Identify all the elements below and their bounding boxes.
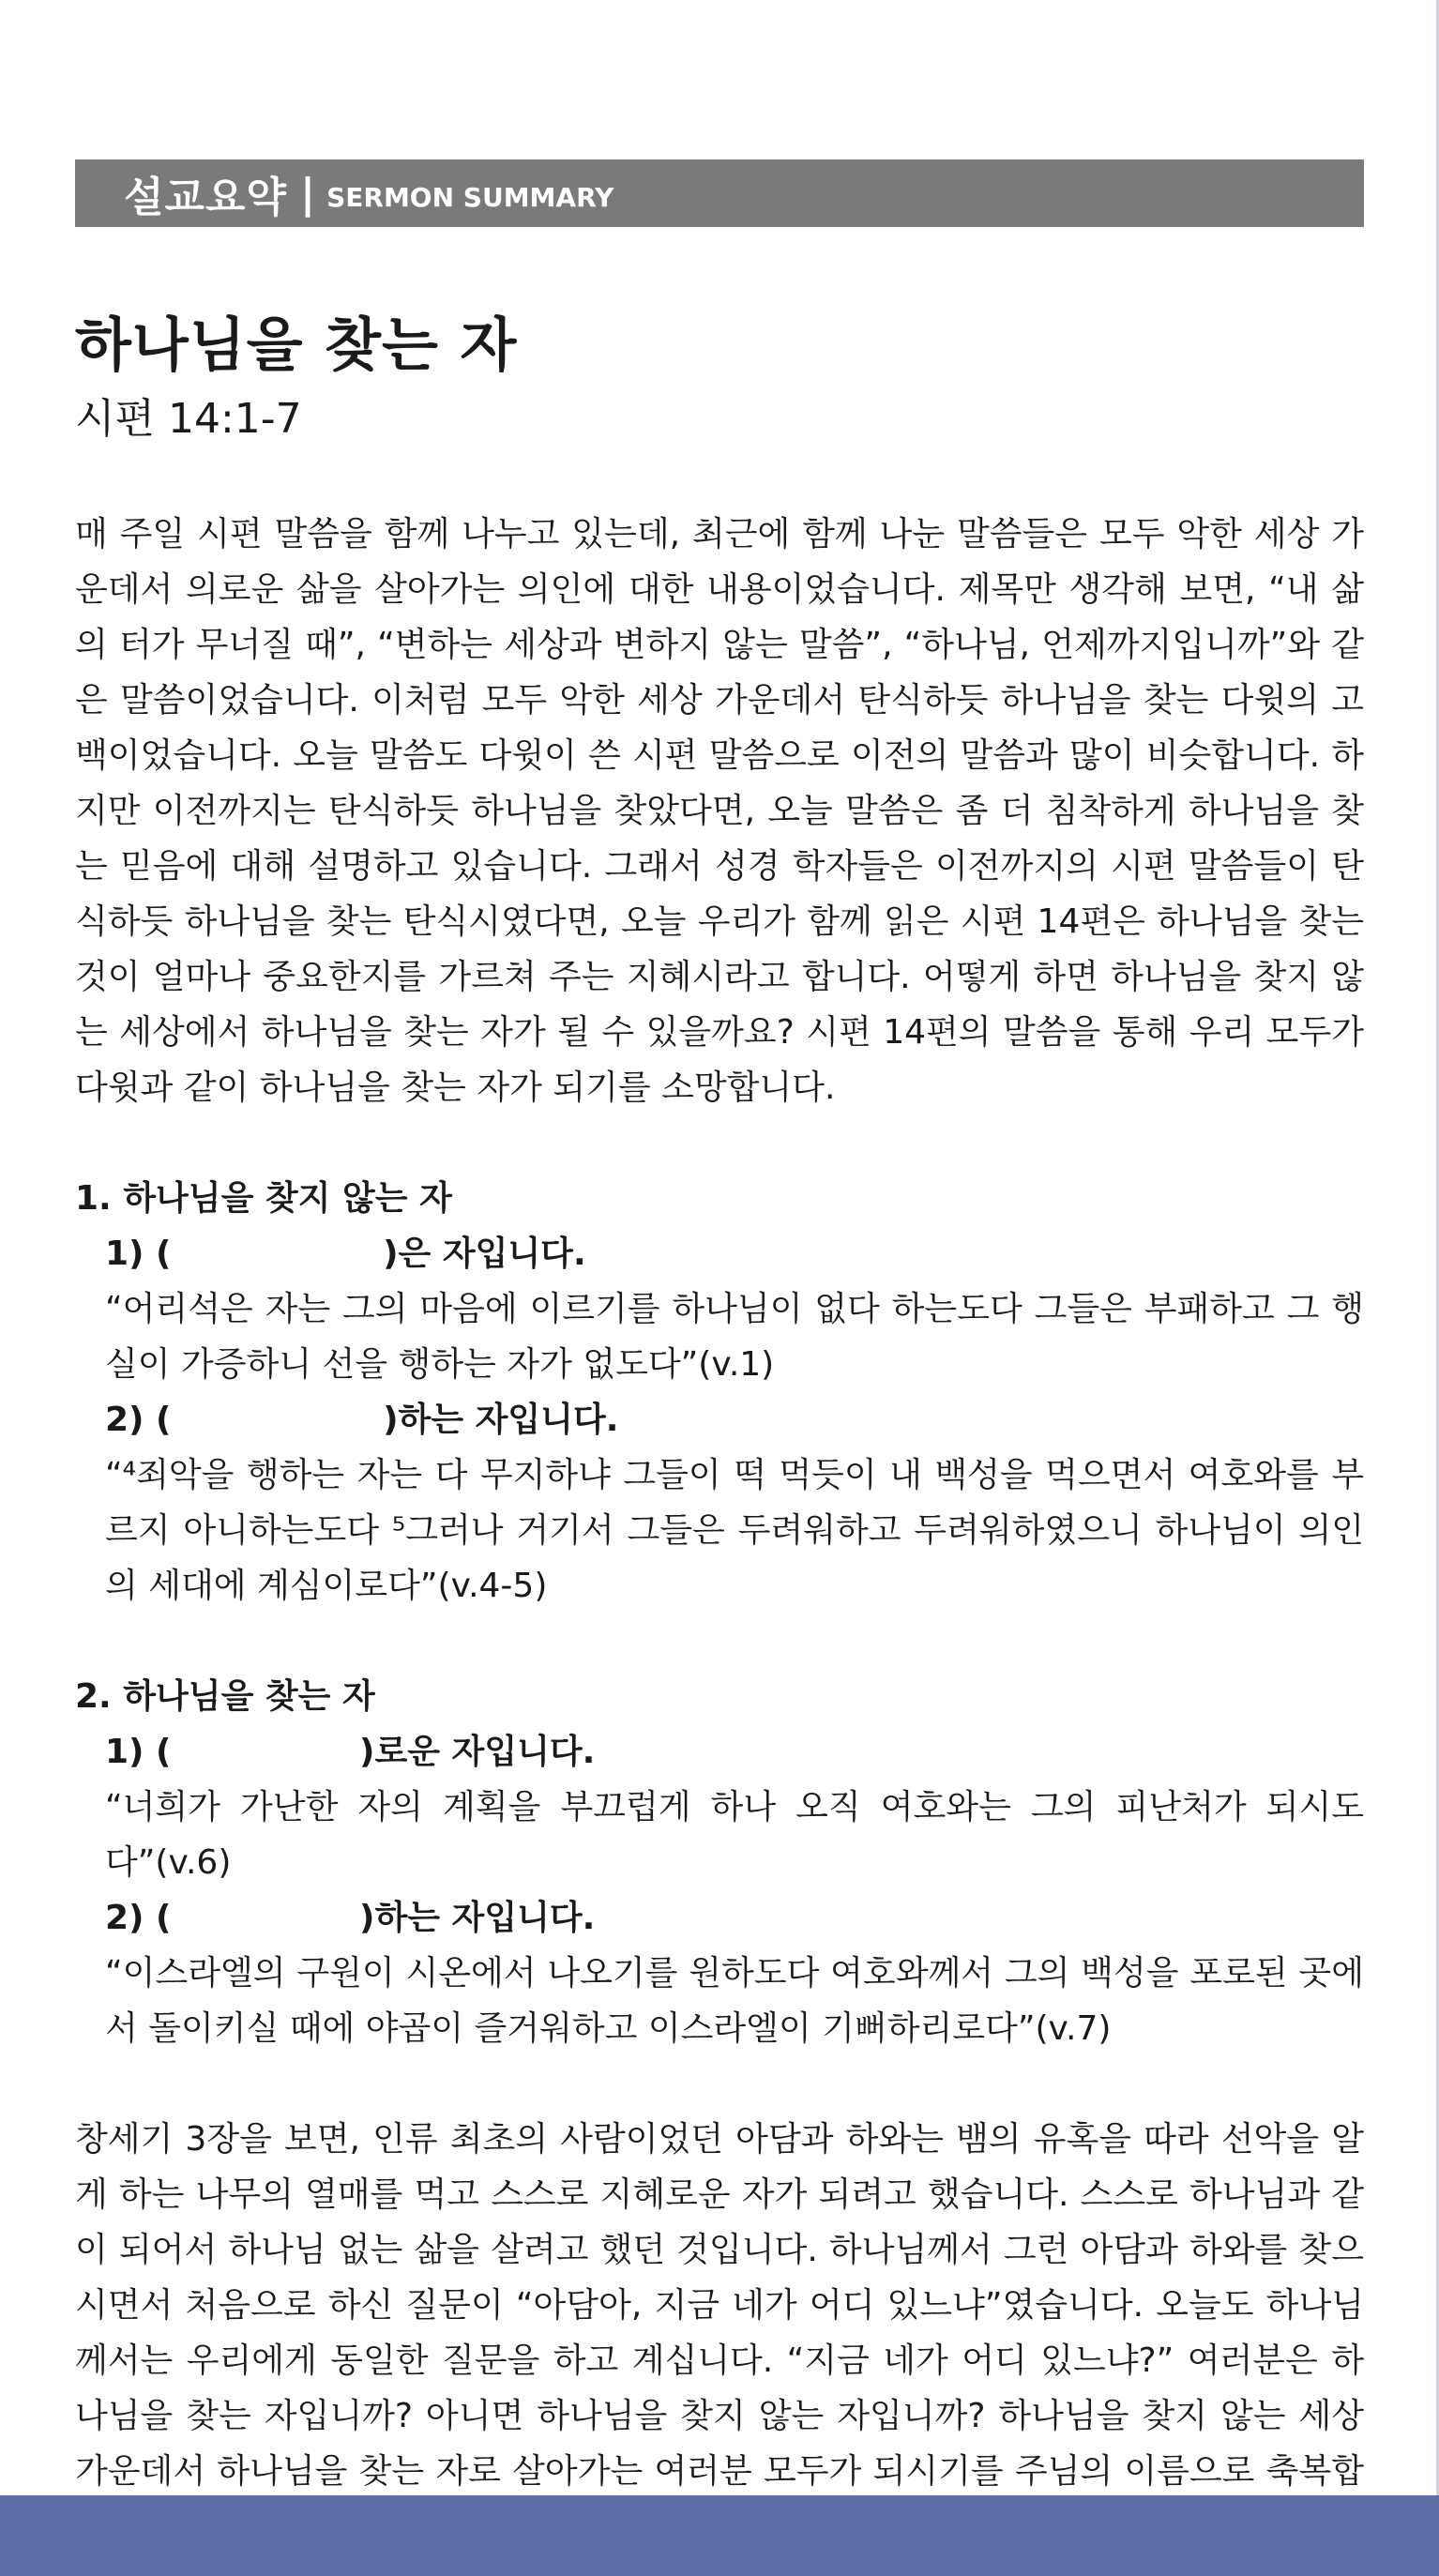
fill-in-point: 2) ( )하는 자입니다. bbox=[105, 1401, 619, 1439]
header-divider: | bbox=[300, 169, 316, 218]
scripture-quote: “이스라엘의 구원이 시온에서 나오기를 원하도다 여호와께서 그의 백성을 포로된 곳에서 돌이키실 때에 야곱이 즐거워하고 이스라엘이 기뻐하리로다”(v.7) bbox=[105, 1954, 1364, 2048]
sermon-title: 하나님을 찾는 자 bbox=[75, 311, 518, 379]
conclusion-paragraph: 창세기 3장을 보면, 인류 최초의 사람이었던 아담과 하와는 뱀의 유혹을 따라 선악을 알게 하는 나무의 열매를 먹고 스스로 지혜로운 자가 되려고 했습니다. 스스로 하나님과 같이 되어서 하나님 없는 삶을 살려고 했던 것입니다. 하나님께서 그런 아담과 하와를 찾으시면서 처음으로 하신 질문이 “아담아, 지금 네가 어디 있느냐”였습니다. 오늘도 하나님께서는 우리에게 동일한 질문을 하고 계십니다. “지금 네가 어디 있느냐?” 여러분은 하나님을 찾는 자입니까? 아니면 하나님을 찾지 않는 자입니까? 하나님을 찾지 않는 세상 가운데서 하나님을 찾는 자로 살아가는 여러분 모두가 되시기를 주님의 이름으로 축복합 bbox=[75, 2120, 1364, 2491]
footer-band bbox=[0, 2495, 1439, 2576]
section-2 bbox=[75, 1669, 1364, 2056]
sermon-body bbox=[75, 507, 1364, 2554]
fill-in-point: 1) ( )로운 자입니다. bbox=[105, 1733, 596, 1771]
scripture-reference: 시편 14:1-7 bbox=[75, 395, 302, 443]
section-header-band bbox=[75, 159, 1364, 227]
scripture-quote: “너희가 가난한 자의 계획을 부끄럽게 하나 오직 여호와는 그의 피난처가 되시도다”(v.6) bbox=[105, 1788, 1364, 1882]
intro-paragraph: 매 주일 시편 말씀을 함께 나누고 있는데, 최근에 함께 나눈 말씀들은 모두 악한 세상 가운데서 의로운 삶을 살아가는 의인에 대한 내용이었습니다. 제목만 생각해 보면, “내 삶의 터가 무너질 때”, “변하는 세상과 변하지 않는 말씀”, “하나님, 언제까지입니까”와 같은 말씀이었습니다. 이처럼 모두 악한 세상 가운데서 탄식하듯 하나님을 찾는 다윗의 고백이었습니다. 오늘 말씀도 다윗이 쓴 시편 말씀으로 이전의 말씀과 많이 비슷합니다. 하지만 이전까지는 탄식하듯 하나님을 찾았다면, 오늘 말씀은 좀 더 침착하게 하나님을 찾는 믿음에 대해 설명하고 있습니다. 그래서 성경 학자들은 이전까지의 시편 말씀들이 탄식하듯 하나님을 찾는 탄식시였다면, 오늘 우리가 함께 읽은 시편 14편은 하나님을 찾는 것이 얼마나 중요한지를 가르쳐 주는 지혜시라고 합니다. 어떻게 하면 하나님을 찾지 않는 세상에서 하나님을 찾는 자가 될 수 있을까요? 시편 14편의 말씀을 통해 우리 모두가 다윗과 같이 하나님을 찾는 자가 되기를 소망합니다. bbox=[75, 515, 1364, 1107]
section-heading: 2. 하나님을 찾는 자 bbox=[75, 1677, 375, 1716]
fill-in-point: 2) ( )하는 자입니다. bbox=[105, 1899, 596, 1937]
header-label-english: SERMON SUMMARY bbox=[326, 181, 614, 213]
section-1 bbox=[75, 1171, 1364, 1614]
fill-in-point: 1) ( )은 자입니다. bbox=[105, 1235, 586, 1273]
section-heading: 1. 하나님을 찾지 않는 자 bbox=[75, 1179, 452, 1218]
scripture-quote: “⁴죄악을 행하는 자는 다 무지하냐 그들이 떡 먹듯이 내 백성을 먹으면서 여호와를 부르지 아니하는도다 ⁵그러나 거기서 그들은 두려워하고 두려워하였으니 하나님이 의인의 세대에 계심이로다”(v.4-5) bbox=[105, 1456, 1364, 1605]
header-label-korean: 설교요약 bbox=[124, 174, 288, 221]
scripture-quote: “어리석은 자는 그의 마음에 이르기를 하나님이 없다 하는도다 그들은 부패하고 그 행실이 가증하니 선을 행하는 자가 없도다”(v.1) bbox=[105, 1290, 1364, 1384]
